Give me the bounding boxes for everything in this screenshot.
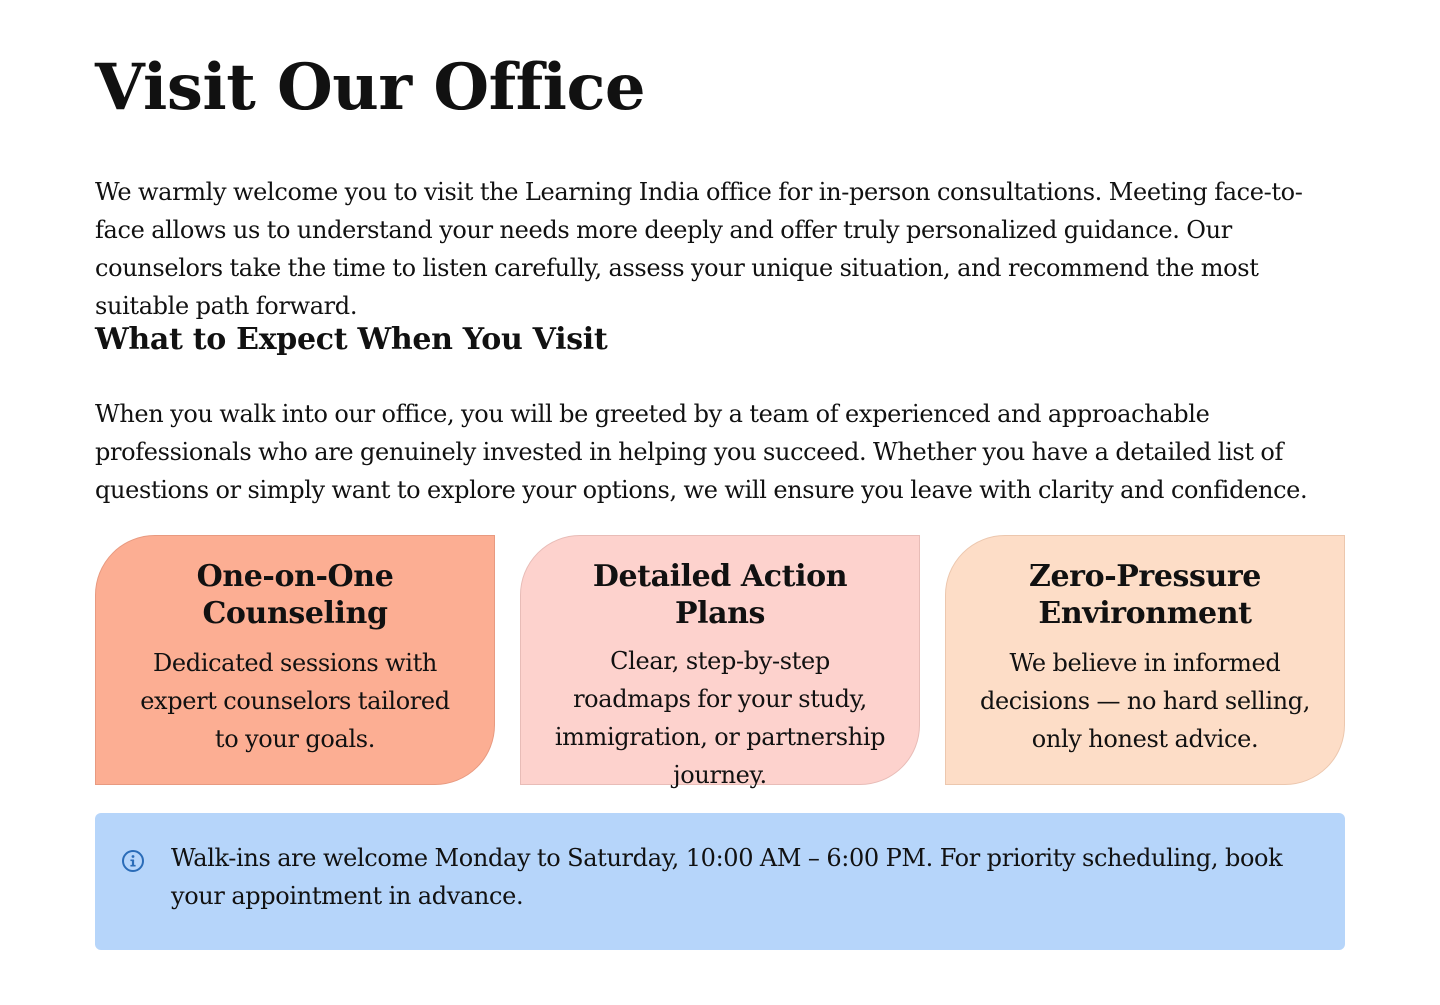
feature-card-one-on-one — [95, 535, 495, 785]
expect-paragraph: When you walk into our office, you will be greeted by a team of experienced and approachable professionals who are genuinely invested in helping you succeed. Whether you have a detailed list of questions or simply want to explore your options, we will ensure you leave with clarity and confidence. — [95, 400, 1308, 504]
page-title: Visit Our Office — [95, 50, 646, 125]
card-title: Zero-Pressure Environment — [1029, 559, 1261, 631]
intro-paragraph: We warmly welcome you to visit the Learning India office for in-person consultations. Meeting face-to-face allows us to understand your needs more deeply and offer truly personalized guidance. Our counselors take the time to listen carefully, assess your unique situation, and recommend the most suitable path forward. — [95, 178, 1303, 320]
info-icon — [121, 849, 145, 873]
card-text: We believe in informed decisions — no hard selling, only honest advice. — [979, 649, 1311, 753]
card-text: Dedicated sessions with expert counselors tailored to your goals. — [140, 649, 450, 753]
feature-card-zero-pressure — [945, 535, 1345, 785]
card-title: Detailed Action Plans — [592, 559, 848, 631]
card-title: One-on-One Counseling — [196, 559, 394, 631]
section-heading: What to Expect When You Visit — [95, 322, 608, 357]
feature-card-action-plans — [520, 535, 920, 789]
card-text: Clear, step-by-step roadmaps for your study, immigration, or partnership journey. — [554, 647, 886, 789]
notice-text: Walk-ins are welcome Monday to Saturday, 10:00 AM – 6:00 PM. For priority scheduling, book your appointment in advance. — [171, 844, 1283, 910]
walk-in-notice — [95, 813, 1345, 950]
